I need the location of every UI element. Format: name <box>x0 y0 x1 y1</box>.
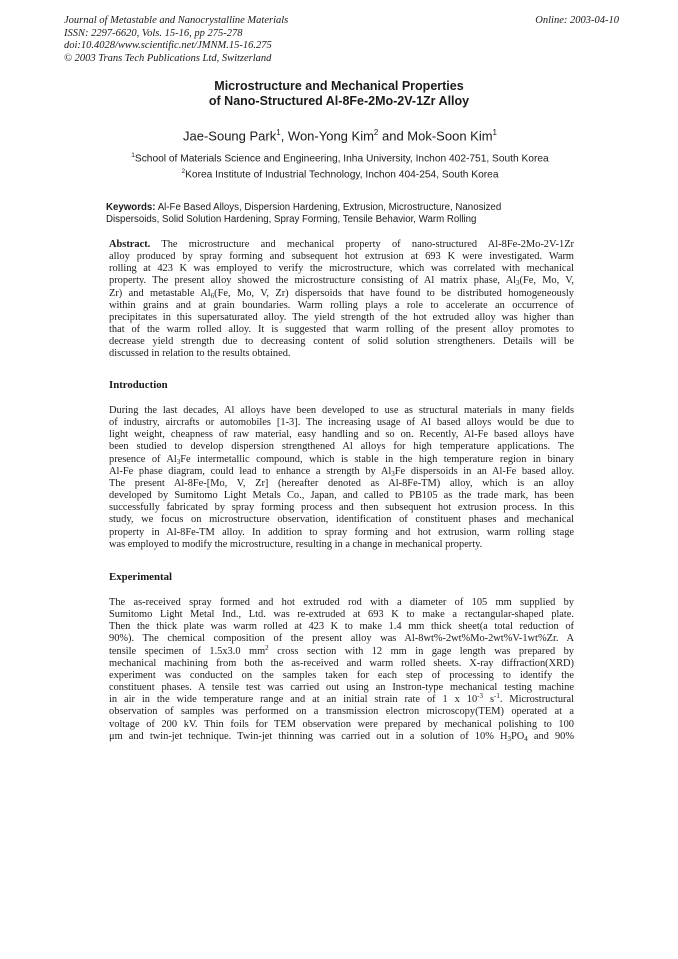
online-date: Online: 2003-04-10 <box>535 15 619 26</box>
affiliation-mark: 2 <box>181 168 186 175</box>
author-name: Mok-Soon Kim <box>407 128 493 144</box>
text-line: mechanical machining from both the as-received and warm rolled sheets. X-ray diffraction(XRD) <box>109 657 574 669</box>
paper-title <box>100 79 578 109</box>
text-line: property in Al-8Fe-TM alloy. In addition to spray forming and hot extrusion, warm rolling stage <box>109 526 574 538</box>
text-line: discussed in relation to the results obtained. <box>109 348 291 360</box>
text-line: been studied to develop dispersion strengthened Al alloys for high temperature applications. The <box>109 441 574 453</box>
author-separator: and <box>378 128 408 144</box>
author-name: Jae-Soung Park <box>183 128 277 144</box>
text-line: that of the warm rolled alloy. It is suggested that warm rolling of the present alloy promotes to <box>109 324 574 336</box>
title-line-1: Microstructure and Mechanical Properties <box>214 79 464 93</box>
text-line: (Fe, Mo, V, <box>519 275 574 287</box>
text-line: presence of Al <box>109 453 177 465</box>
text-line: The as-received spray formed and hot extruded rod with a diameter of 105 mm supplied by <box>109 597 574 608</box>
text-line: study, we focus on microstructure observation, identification of constituent phases and mechanical <box>109 514 574 526</box>
superscript: 2 <box>265 643 269 652</box>
subscript: 3 <box>176 457 181 466</box>
affiliation-text: Korea Institute of Industrial Technology, Inchon 404-254, South Korea <box>185 169 499 181</box>
text-line: (Fe, Mo, V, Zr) dispersoids that have found to be distributed homogeneously <box>214 287 574 299</box>
subscript: 6 <box>210 291 215 300</box>
text-line: Fe intermetallic compound, which is stable in the high temperature region in binary <box>180 453 574 465</box>
text-line: alloy produced by spray forming and subsequent hot extrusion at 693 K were investigated. Warm <box>109 251 574 263</box>
text-line: property. The present alloy showed the microstructure consisting of Al matrix phase, Al <box>109 275 517 287</box>
text-line: observation of samples was performed on a transmission electron microscopy(TEM) operated at a <box>109 706 574 718</box>
experimental-paragraph <box>109 597 574 743</box>
superscript: -3 <box>477 692 484 701</box>
text-line: Al-Fe phase diagram, could lead to enhance a strength by Al <box>109 465 392 477</box>
text-line: The microstructure and mechanical property of nano-structured Al-8Fe-2Mo-2V-1Zr <box>150 239 574 250</box>
abstract-paragraph <box>109 239 574 361</box>
affiliation-2 <box>60 166 620 181</box>
text-line: within grains and at grain boundaries. Warm rolling plays a role to accelerate an occurrence of <box>109 299 574 311</box>
section-heading-experimental: Experimental <box>109 571 172 583</box>
text-line: cross section with 12 mm in gage length was prepared by <box>268 645 575 657</box>
text-line: developed by Sumitomo Light Metals Co., Japan, and called to PB105 as the trade mark, has been <box>109 490 574 502</box>
title-line-2: of Nano-Structured Al-8Fe-2Mo-2V-1Zr Alloy <box>208 94 470 108</box>
abstract-label: Abstract. <box>109 239 151 250</box>
affiliation-1 <box>60 150 620 165</box>
author-list <box>60 125 620 144</box>
author-name: Won-Yong Kim <box>287 128 374 144</box>
journal-copyright: © 2003 Trans Tech Publications Ltd, Switzerland <box>64 52 272 64</box>
text-line: μm and twin-jet technique. Twin-jet thinning was carried out in a solution of 10% H <box>109 730 508 742</box>
text-line: rolling at 423 K was employed to verify the microstructure, which was correlated with mechanical <box>109 263 574 275</box>
section-heading-introduction: Introduction <box>109 379 168 391</box>
author-affiliation-mark: 1 <box>492 128 497 137</box>
journal-name: Journal of Metastable and Nanocrystalline Materials <box>64 15 289 26</box>
text-line: Sumitomo Light Metal Ind., Ltd. was re-extruded at 693 K to make a rectangular-shaped plate. <box>109 609 574 621</box>
text-line: constituent phases. A tensile test was carried out using an Instron-type mechanical testing machine <box>109 682 574 694</box>
text-line: s <box>483 694 494 706</box>
keywords-label: Keywords: <box>106 202 156 213</box>
journal-header <box>64 15 619 65</box>
text-line: light weight, cheapness of raw material, easy handling and so on. Recently, Al-Fe based alloys have <box>109 429 574 441</box>
text-line: tensile specimen of 1.5x3.0 mm <box>109 645 266 657</box>
affiliation-mark: 1 <box>131 152 135 159</box>
journal-doi: doi:10.4028/www.scientific.net/JMNM.15-16.275 <box>64 40 272 52</box>
text-line: Fe dispersoids in an Al-Fe based alloy. <box>394 465 574 477</box>
superscript: -1 <box>494 692 500 701</box>
text-line: PO <box>510 730 525 742</box>
text-line: decrease yield strength due to decreasing content of solid solution strengtheners. Details will be <box>109 336 574 348</box>
text-line: . Microstructural <box>499 694 574 706</box>
text-line: was employed to modify the microstructure, resulting in a change in mechanical property. <box>109 538 483 550</box>
author-affiliation-mark: 2 <box>373 128 379 137</box>
text-line: Then the thick plate was warm rolled at 423 K to make 1.4 mm thick sheet(a total reduction of <box>109 621 574 633</box>
text-line: voltage of 200 kV. Thin foils for TEM observation were prepared by mechanical polishing to 100 <box>109 718 574 730</box>
text-line: 90%). The chemical composition of the present alloy was Al-8wt%-2wt%Mo-2wt%V-1wt%Zr. A <box>109 633 574 645</box>
affiliation-text: School of Materials Science and Engineering, Inha University, Inchon 402-751, South Korea <box>134 153 549 165</box>
keywords-text: Dispersoids, Solid Solution Hardening, Spray Forming, Tensile Behavior, Warm Rolling <box>106 213 477 225</box>
text-line: in air in the wide temperature range and at an initial strain rate of 1 x 10 <box>109 694 478 706</box>
subscript: 3 <box>507 734 511 743</box>
keywords-block <box>106 202 566 225</box>
text-line: The present Al-8Fe-[Mo, V, Zr] (hereafter denoted as Al-8Fe-TM) alloy, which is an alloy <box>109 477 574 489</box>
text-line: successfully fabricated by spray forming process and then subsequent hot extrusion process. In this <box>109 502 574 514</box>
text-line: Zr) and metastable Al <box>109 287 211 299</box>
subscript: 3 <box>391 469 395 478</box>
subscript: 3 <box>516 279 520 288</box>
text-line: of industry, aircrafts or automobiles [1-3]. The increasing usage of Al based alloys would be due to <box>109 417 574 429</box>
journal-issn: ISSN: 2297-6620, Vols. 15-16, pp 275-278 <box>64 27 243 39</box>
keywords-text: Al-Fe Based Alloys, Dispersion Hardening, Extrusion, Microstructure, Nanosized <box>155 202 502 213</box>
subscript: 4 <box>524 734 528 743</box>
introduction-paragraph <box>109 405 574 551</box>
author-separator: , <box>280 128 288 144</box>
author-affiliation-mark: 1 <box>276 128 281 137</box>
text-line: and 90% <box>527 730 574 742</box>
text-line: precipitates in this supersaturated alloy. The yield strength of the hot extruded alloy was higher than <box>109 311 574 323</box>
text-line: experiment was conducted on the samples taken for each step of processing to identify the <box>109 669 574 681</box>
text-line: During the last decades, Al alloys have been developed to use as structural materials in many fields <box>109 405 574 416</box>
